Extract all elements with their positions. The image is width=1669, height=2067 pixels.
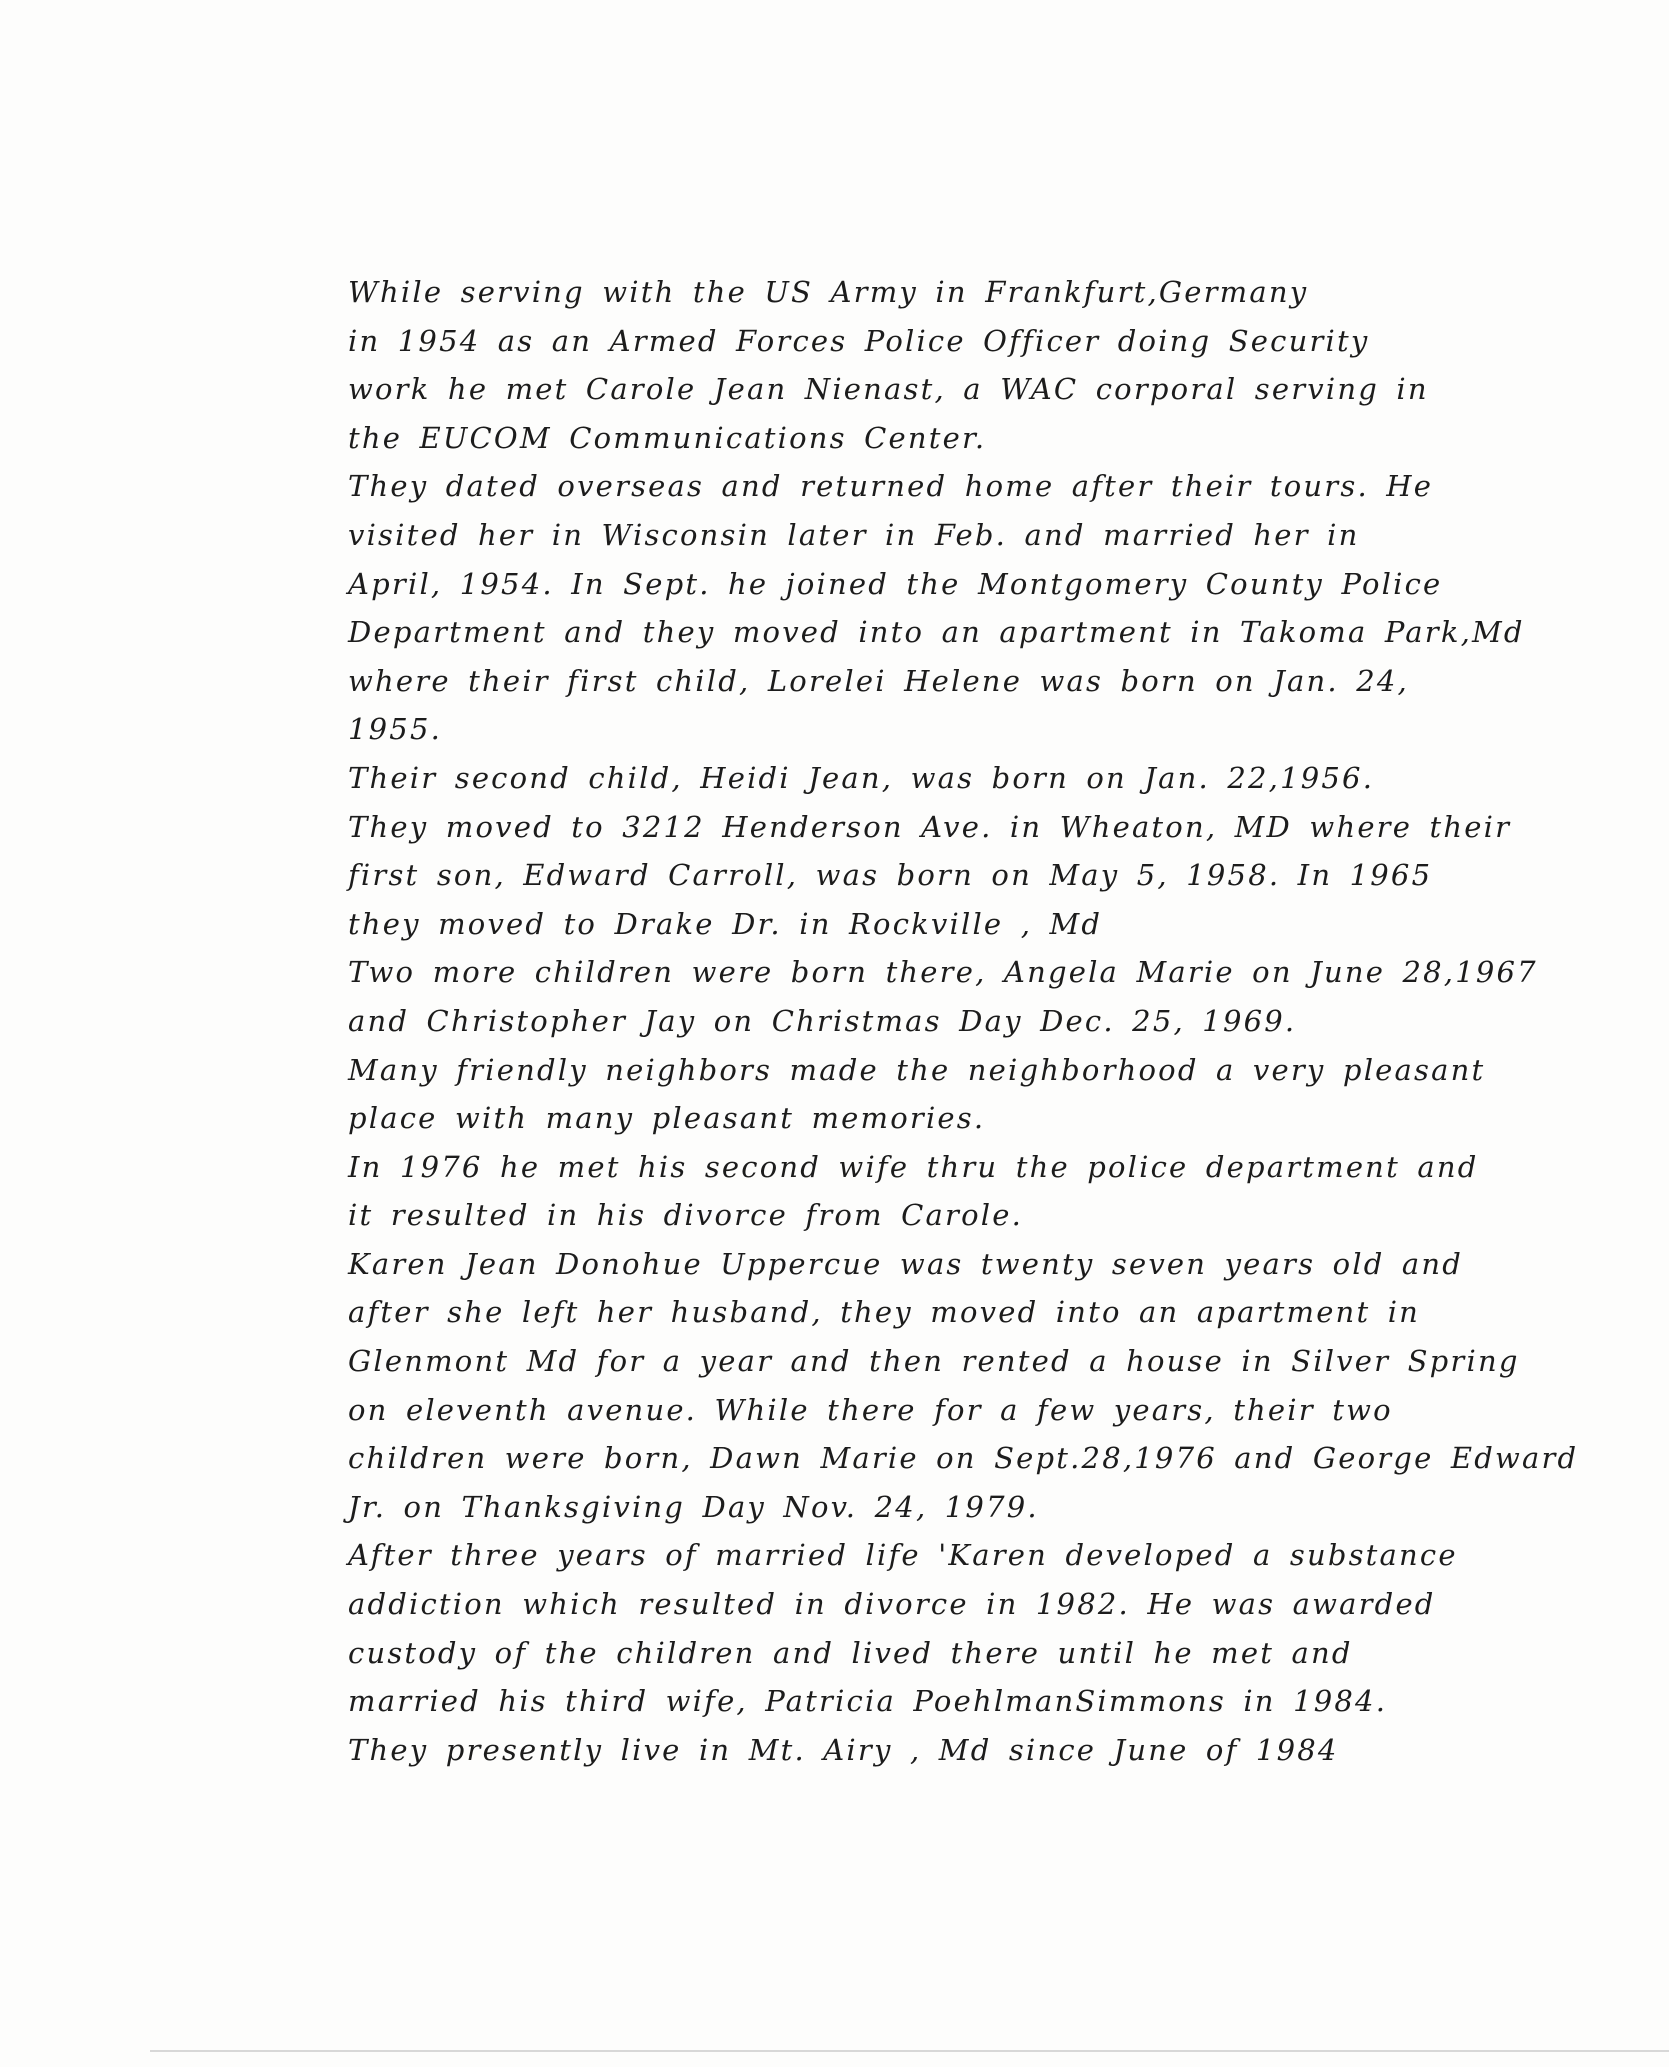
text-line-16: and Christopher Jay on Christmas Day Dec. 25, 1969. [348, 1003, 1297, 1038]
text-line-24: on eleventh avenue. While there for a few years, their two [348, 1392, 1393, 1427]
text-line-21: Karen Jean Donohue Uppercue was twenty seven years old and [348, 1246, 1464, 1281]
text-line-14: they moved to Drake Dr. in Rockville , Md [348, 906, 1103, 941]
text-line-15: Two more children were born there, Angela Marie on June 28,1967 [348, 955, 1538, 990]
text-line-13: first son, Edward Carroll, was born on May 5, 1958. In 1965 [348, 858, 1433, 893]
text-line-2: in 1954 as an Armed Forces Police Officer doing Security [348, 323, 1370, 358]
text-line-27: After three years of married life 'Karen developed a substance [348, 1538, 1458, 1573]
text-line-1: While serving with the US Army in Frankfurt,Germany [348, 275, 1309, 309]
text-line-4: the EUCOM Communications Center. [348, 420, 987, 455]
text-line-28: addiction which resulted in divorce in 1982. He was awarded [348, 1587, 1436, 1622]
text-line-3: work he met Carole Jean Nienast, a WAC corporal serving in [348, 372, 1429, 407]
text-line-6: visited her in Wisconsin later in Feb. and married her in [348, 517, 1360, 552]
text-line-23: Glenmont Md for a year and then rented a house in Silver Spring [348, 1344, 1520, 1379]
text-line-9: where their first child, Lorelei Helene was born on Jan. 24, [348, 663, 1409, 698]
text-line-31: They presently live in Mt. Airy , Md since June of 1984 [348, 1732, 1339, 1767]
text-line-7: April, 1954. In Sept. he joined the Montgomery County Police [348, 566, 1443, 601]
text-line-20: it resulted in his divorce from Carole. [348, 1198, 1024, 1233]
page-bottom-edge [150, 2050, 1669, 2052]
typed-text-body [348, 268, 1648, 1774]
text-line-22: after she left her husband, they moved into an apartment in [348, 1295, 1421, 1330]
text-line-19: In 1976 he met his second wife thru the police department and [348, 1149, 1479, 1184]
text-line-25: children were born, Dawn Marie on Sept.28,1976 and George Edward [348, 1441, 1579, 1476]
text-line-11: Their second child, Heidi Jean, was born on Jan. 22,1956. [348, 760, 1375, 795]
text-line-26: Jr. on Thanksgiving Day Nov. 24, 1979. [348, 1489, 1039, 1524]
text-line-29: custody of the children and lived there until he met and [348, 1635, 1353, 1670]
text-line-10: 1955. [348, 712, 443, 747]
text-line-18: place with many pleasant memories. [348, 1101, 986, 1136]
text-line-8: Department and they moved into an apartment in Takoma Park,Md [348, 615, 1525, 650]
text-line-30: married his third wife, Patricia PoehlmanSimmons in 1984. [348, 1684, 1388, 1719]
text-line-17: Many friendly neighbors made the neighborhood a very pleasant [348, 1052, 1486, 1087]
text-line-5: They dated overseas and returned home after their tours. He [348, 469, 1434, 504]
text-line-12: They moved to 3212 Henderson Ave. in Wheaton, MD where their [348, 809, 1512, 844]
